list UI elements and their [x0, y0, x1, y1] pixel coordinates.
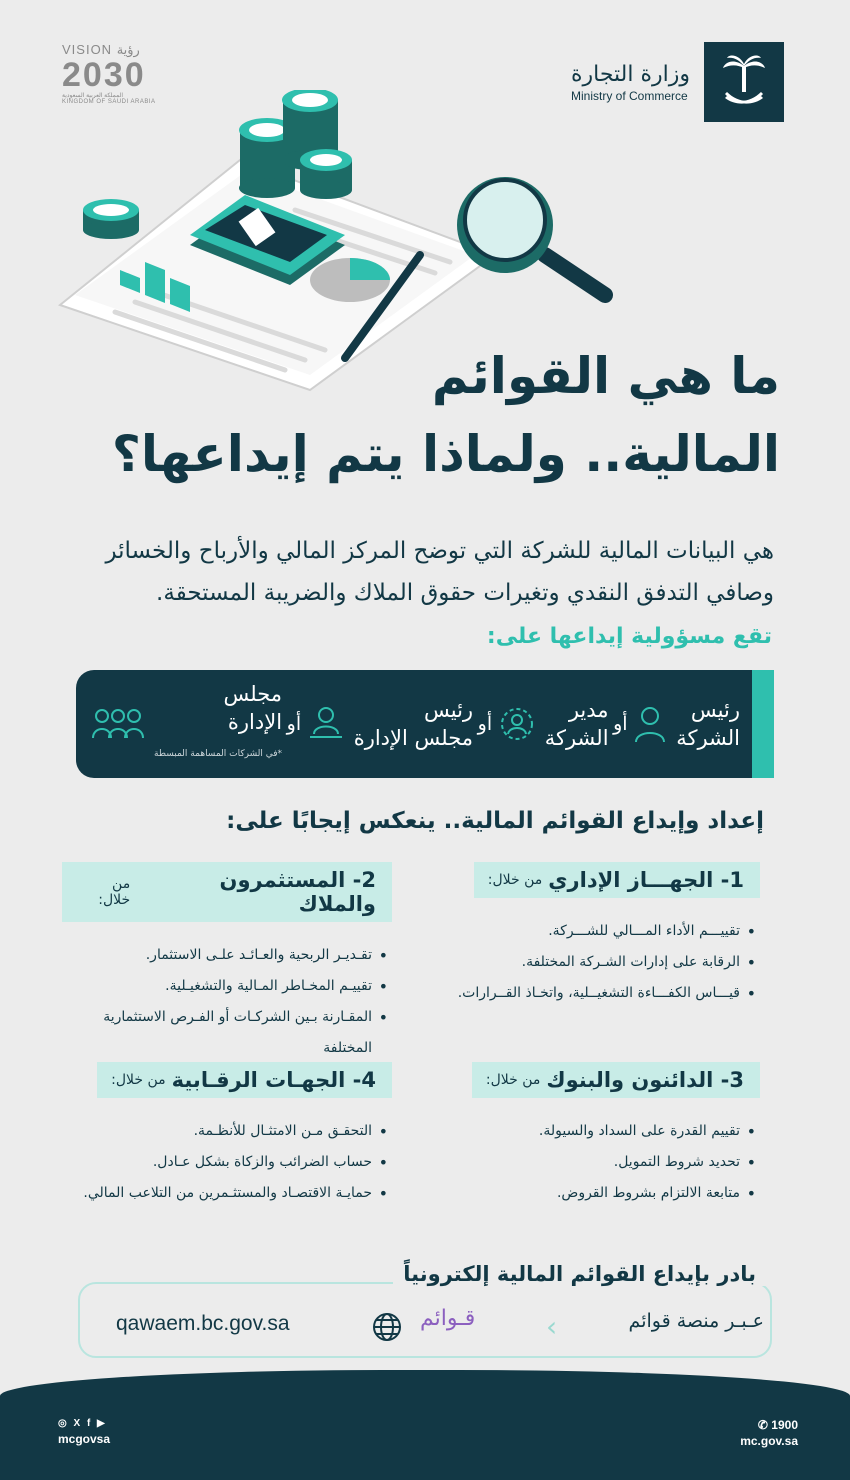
role-line2: الإدارة: [227, 710, 283, 734]
benefit-card-2: [62, 862, 392, 1064]
list-item: • قيـــاس الكفـــاءة التشغيــلية، واتخـاذ القــرارات.: [430, 978, 740, 1009]
benefits-heading: إعداد وإيداع القوائم المالية.. ينعكس إيجابًا على:: [226, 808, 764, 834]
role-board-chair: [306, 696, 473, 752]
card-title: 4- الجهـات الرقـابية: [171, 1068, 376, 1092]
benefit-card-1: [430, 862, 760, 1009]
vision-year: 2030: [62, 56, 146, 94]
globe-icon: [372, 1312, 402, 1342]
list-item: • حمايـة الاقتصـاد والمستثـمرين من التلاعب المالي.: [62, 1178, 372, 1209]
list-item: • تقييـــم الأداء المـــالي للشـــركة.: [430, 916, 740, 947]
roles-banner-accent: [752, 670, 774, 778]
gear-person-icon: [497, 704, 537, 744]
or-label: أو: [613, 713, 628, 735]
description: هي البيانات المالية للشركة التي توضح المركز المالي والأرباح والخسائر وصافي التدفق النقدي وتغيرات حقوق الملاك والضريبة المستحقة.: [105, 538, 774, 606]
phone-icon: ✆: [757, 1418, 772, 1432]
role-line2: مجلس الإدارة: [353, 726, 474, 750]
role-line1: مدير: [568, 698, 609, 722]
list-item: • تحديد شروط التمويل.: [430, 1147, 740, 1178]
role-company-manager: [497, 696, 609, 752]
responsibility-heading: تقع مسؤولية إيداعها على:: [486, 624, 772, 649]
group-icon: [90, 706, 146, 742]
page-title: [112, 340, 780, 490]
title-line-1: ما هي القوائم: [431, 347, 780, 405]
phone-label: 1900: [771, 1418, 798, 1432]
platform-url-link[interactable]: qawaem.bc.gov.sa: [116, 1312, 290, 1335]
list-item: • متابعة الالتزام بشروط القروض.: [430, 1178, 740, 1209]
card-heading: [97, 1062, 392, 1098]
phone-number[interactable]: [758, 1418, 798, 1432]
role-line1: مجلس: [223, 682, 283, 706]
title-line-2: المالية.. ولماذا يتم إيداعها؟: [111, 425, 780, 483]
role-line2: الشركة: [544, 726, 609, 750]
card-title: 1- الجهـــاز الإداري: [548, 868, 744, 892]
card-title: 2- المستثمرون والملاك: [219, 868, 376, 916]
benefit-card-3: [430, 1062, 760, 1209]
footer: [0, 1370, 850, 1480]
social-icons[interactable]: ◎ X f ▶: [58, 1418, 107, 1429]
card-subtitle: من خلال:: [487, 872, 543, 888]
role-board: [90, 680, 282, 768]
list-item: • تقـديـر الربحية والعـائـد علـى الاستثمار.: [62, 940, 372, 971]
ministry-name-ar: وزارة التجارة: [570, 61, 690, 87]
role-line2: الشركة: [676, 726, 740, 750]
list-item: • الرقابة على إدارات الشـركة المختلفة.: [430, 947, 740, 978]
list-item: • التحقـق مـن الامتثـال للأنظـمة.: [62, 1116, 372, 1147]
or-label: أو: [286, 713, 302, 735]
qawaem-logo: قـوائم: [420, 1306, 476, 1331]
ministry-name-en: Ministry of Commerce: [570, 88, 688, 103]
role-line1: رئيس: [690, 698, 740, 722]
pie-chart-icon: [310, 258, 390, 302]
vision-label: VISION رؤية: [62, 42, 140, 57]
or-label: أو: [477, 713, 493, 735]
list-item: • حساب الضرائب والزكاة بشكل عـادل.: [62, 1147, 372, 1178]
role-company-head: [632, 696, 740, 752]
list-item: • تقييم القدرة على السداد والسيولة.: [430, 1116, 740, 1147]
card-heading: [474, 862, 760, 898]
role-line1: رئيس: [423, 698, 474, 722]
card-subtitle: من خلال:: [485, 1072, 541, 1088]
magnifier-icon: [457, 177, 605, 295]
vision-kingdom-ar: المملكة العربية السعودية: [62, 93, 124, 99]
person-icon: [632, 704, 668, 744]
role-note: *في الشركات المساهمة المبسطة: [154, 749, 283, 759]
card-subtitle: من خلال:: [98, 876, 131, 908]
platform-label: عـبـر منصة قوائم: [628, 1310, 764, 1332]
chair-person-icon: [306, 704, 346, 744]
roles-list: [90, 670, 740, 778]
card-title: 3- الدائنون والبنوك: [546, 1068, 744, 1092]
list-item: • تقييـم المخـاطر المـالية والتشغيـلية.: [62, 971, 372, 1002]
card-heading: [472, 1062, 760, 1098]
cta-title: بادر بإيداع القوائم المالية إلكترونياً: [393, 1262, 766, 1286]
vision-kingdom-en: KINGDOM OF SAUDI ARABIA: [62, 99, 156, 105]
website-link[interactable]: mc.gov.sa: [740, 1434, 798, 1448]
card-heading: [62, 862, 392, 922]
benefit-card-4: [62, 1062, 392, 1209]
palm-swords-emblem-icon: [704, 42, 784, 122]
list-item: • المقـارنة بـين الشركـات أو الفـرص الاستثمارية المختلفة: [62, 1002, 372, 1064]
chevron-separator-icon: ‹: [546, 1310, 558, 1343]
card-subtitle: من خلال:: [111, 1072, 166, 1088]
social-handle[interactable]: mcgovsa: [58, 1432, 111, 1446]
